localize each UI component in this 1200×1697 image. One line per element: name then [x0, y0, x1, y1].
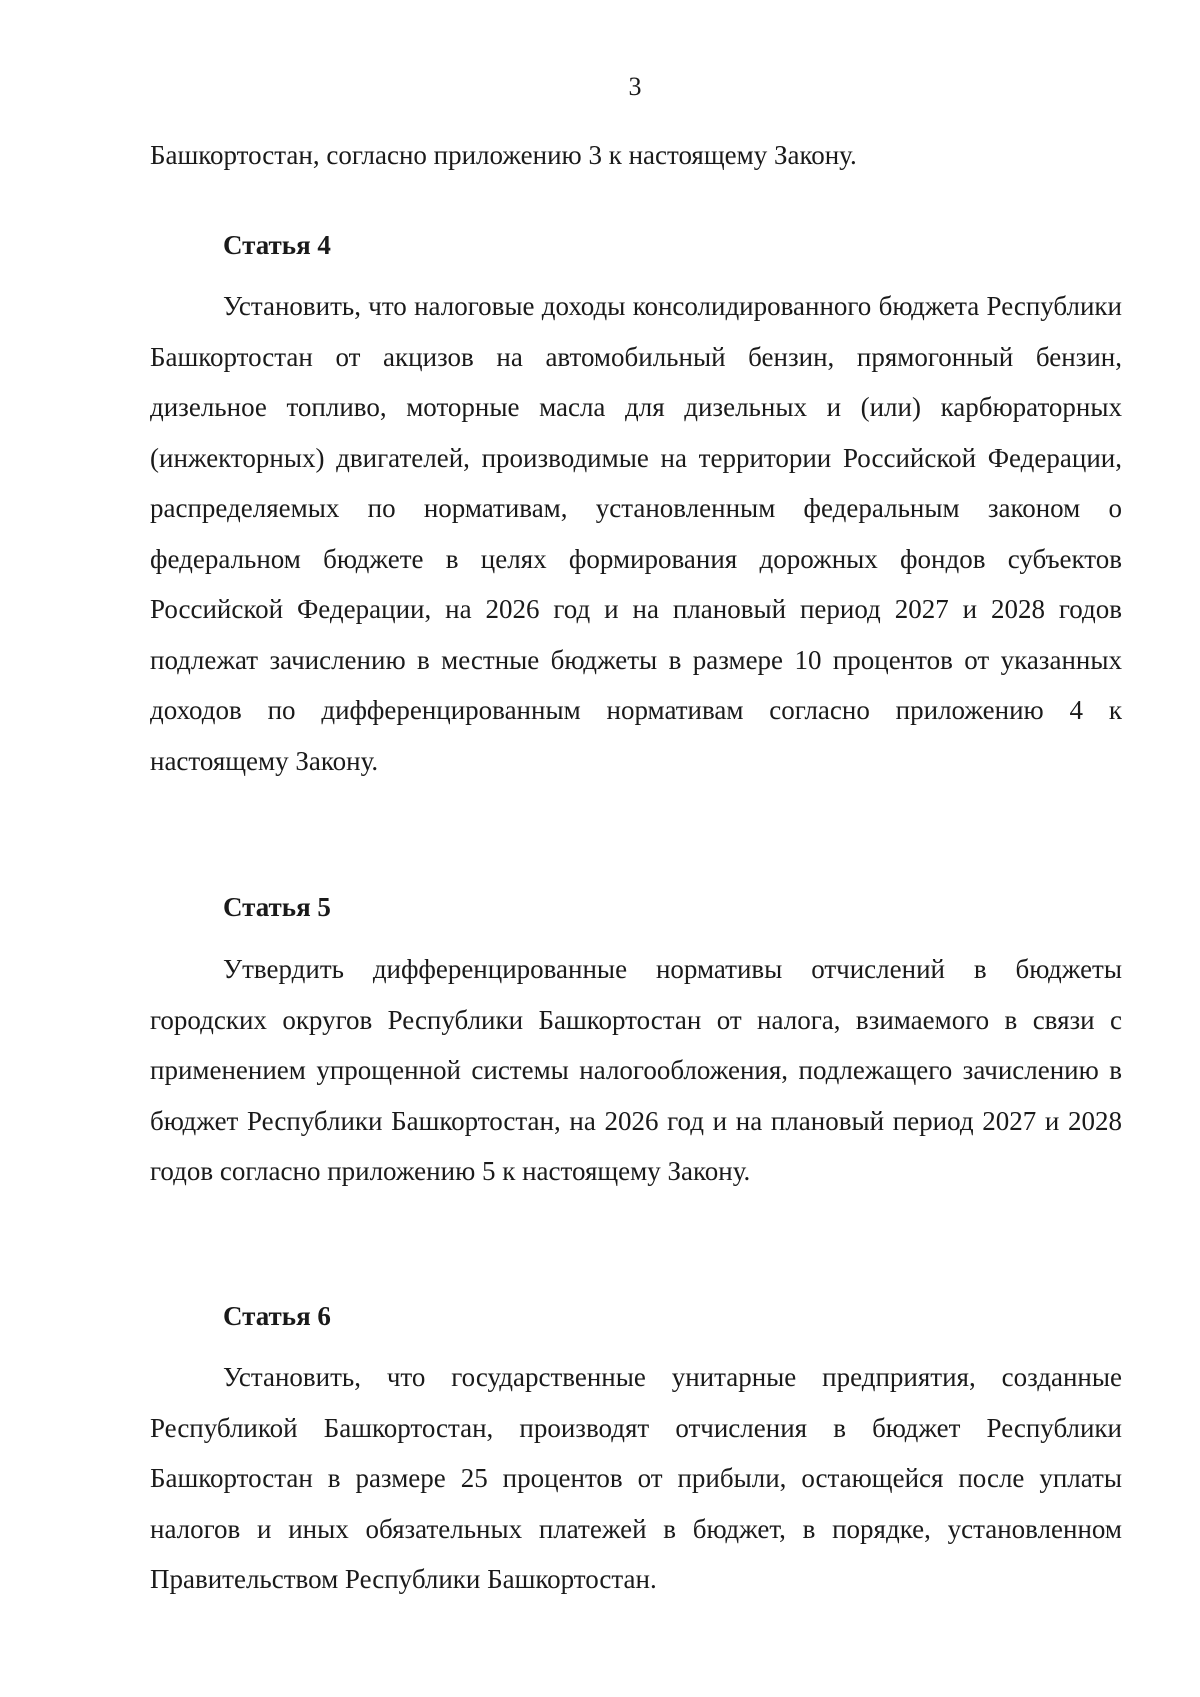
article-5-body	[150, 944, 1122, 1197]
article-5-heading: Статья 5	[223, 892, 331, 922]
article-6-text: Установить, что государственные унитарные предприятия, созданные Республикой Башкортостан, производят отчисления в бюджет Республики Башкортостан в размере 25 процентов от прибыли, остающейся после уплаты налогов и иных обязательных платежей в бюджет, в порядке, установленном Правительством Республики Башкортостан.	[150, 1362, 1122, 1594]
article-4-heading: Статья 4	[223, 230, 331, 260]
article-4-body	[150, 281, 1122, 786]
continuation-paragraph	[150, 130, 1122, 181]
article-4-text: Установить, что налоговые доходы консолидированного бюджета Республики Башкортостан от акцизов на автомобильный бензин, прямогонный бензин, дизельное топливо, моторные масла для дизельных и (или) карбюраторных (инжекторных) двигателей, производимые на территории Российской Федерации, распределяемых по нормативам, установленным федеральным законом о федеральном бюджете в целях формирования дорожных фондов субъектов Российской Федерации, на 2026 год и на плановый период 2027 и 2028 годов подлежат зачислению в местные бюджеты в размере 10 процентов от указанных доходов по дифференцированным нормативам согласно приложению 4 к настоящему Закону.	[150, 291, 1122, 776]
article-6-body	[150, 1352, 1122, 1605]
page-number: 3	[628, 72, 642, 101]
continuation-text: Башкортостан, согласно приложению 3 к настоящему Закону.	[150, 140, 857, 170]
article-6-heading: Статья 6	[223, 1301, 331, 1331]
article-5-text: Утвердить дифференцированные нормативы отчислений в бюджеты городских округов Республики Башкортостан от налога, взимаемого в связи с применением упрощенной системы налогообложения, подлежащего зачислению в бюджет Республики Башкортостан, на 2026 год и на плановый период 2027 и 2028 годов согласно приложению 5 к настоящему Закону.	[150, 954, 1122, 1186]
